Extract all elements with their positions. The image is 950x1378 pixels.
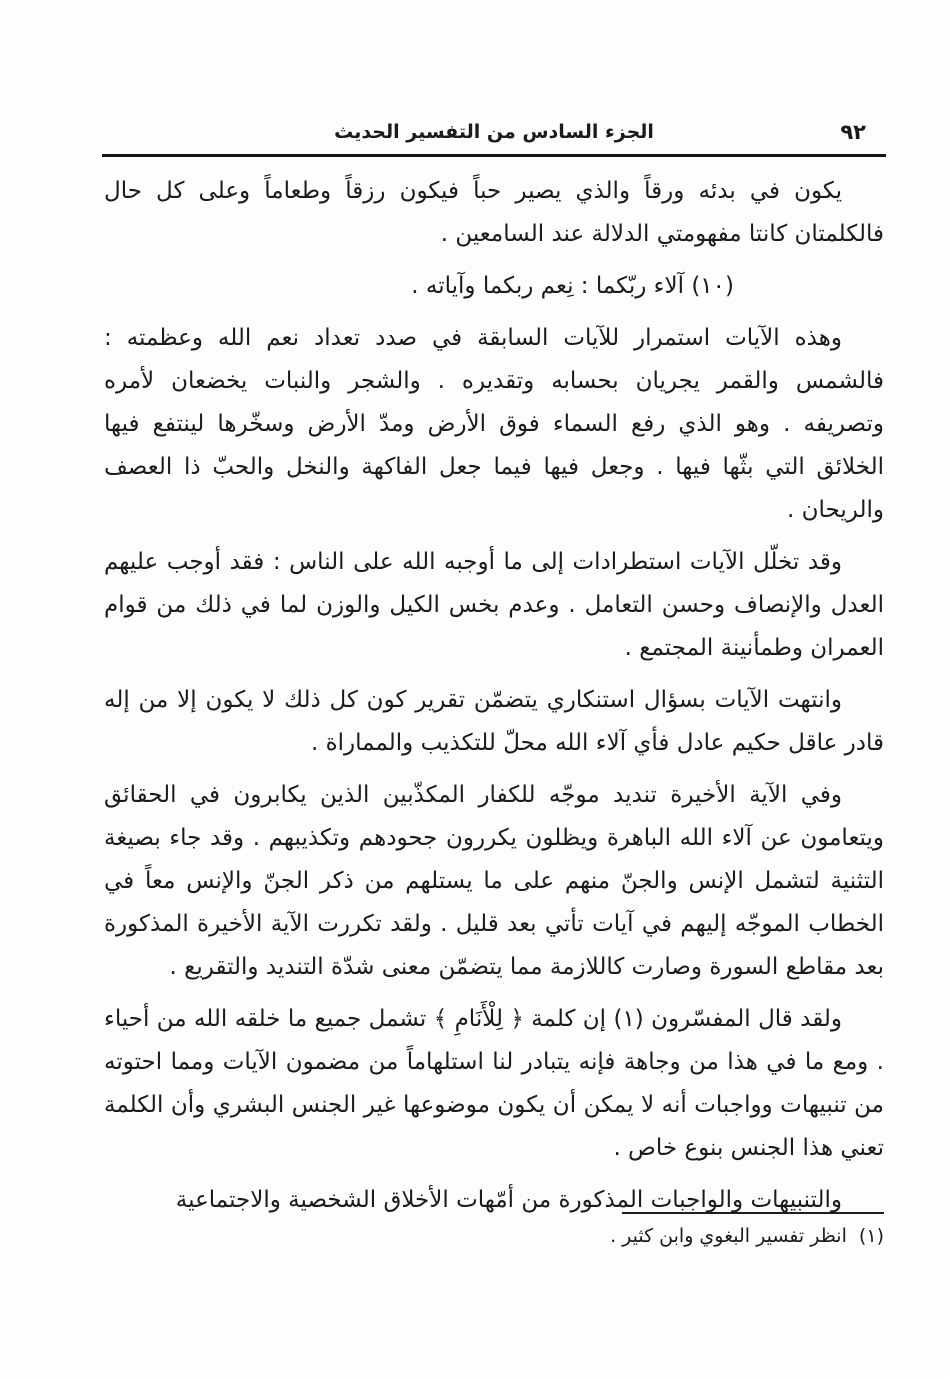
paragraph: ولقد قال المفسّرون (١) إن كلمة ﴿ لِلْأَنَامِ ﴾ تشمل جميع ما خلقه الله من أحياء . ومع ما في هذا من وجاهة فإنه يتبادر لنا استلهاماً من مضمون الآيات ومما احتوته من تنبيهات وواجبات أنه لا يمكن أن يكون موضوعها غير الجنس البشري وأن الكلمة تعني هذا الجنس بنوع خاص . <box>104 1006 884 1161</box>
paragraph: وقد تخلّل الآيات استطرادات إلى ما أوجبه الله على الناس : فقد أوجب عليهم العدل والإنصاف وحسن التعامل . وعدم بخس الكيل والوزن لما في ذلك من قوام العمران وطمأنينة المجتمع . <box>104 549 884 661</box>
footnote-divider <box>622 1212 884 1214</box>
page-body <box>104 170 884 1231</box>
verse-gloss-line: (١٠) آلاء ربّكما : نِعم ربكما وآياته . <box>411 273 734 299</box>
paragraph: وانتهت الآيات بسؤال استنكاري يتضمّن تقرير كون كل ذلك لا يكون إلا من إله قادر عاقل حكيم عادل فأي آلاء الله محلّ للتكذيب والمماراة . <box>104 687 884 756</box>
paragraph: وهذه الآيات استمرار للآيات السابقة في صدد تعداد نعم الله وعظمته : فالشمس والقمر يجريان بحسابه وتقديره . والشجر والنبات يخضعان لأمره وتصريفه . وهو الذي رفع السماء فوق الأرض ومدّ الأرض وسخّرها لينتفع فيها الخلائق التي بثّها فيها . وجعل فيها فيما جعل الفاكهة والنخل والحبّ ذا العصف والريحان . <box>104 325 884 523</box>
page-header <box>104 116 884 152</box>
footnote-text: (١) انظر تفسير البغوي وابن كثير . <box>610 1225 884 1247</box>
header-divider <box>102 154 886 157</box>
paragraph: والتنبيهات والواجبات المذكورة من أمّهات الأخلاق الشخصية والاجتماعية <box>175 1187 842 1213</box>
paragraph: وفي الآية الأخيرة تنديد موجّه للكفار المكذّبين الذين يكابرون في الحقائق ويتعامون عن آلاء الله الباهرة ويظلون يكررون جحودهم وتكذيبهم . وقد جاء بصيغة التثنية لتشمل الإنس والجنّ منهم على ما يستلهم من ذكر الجنّ والإنس معاً في الخطاب الموجّه إليهم في آيات تأتي بعد قليل . ولقد تكررت الآية الأخيرة المذكورة بعد مقاطع السورة وصارت كاللازمة مما يتضمّن معنى شدّة التنديد والتقريع . <box>104 782 884 980</box>
paragraph: يكون في بدئه ورقاً والذي يصير حباً فيكون رزقاً وطعاماً وعلى كل حال فالكلمتان كانتا مفهومتي الدلالة عند السامعين . <box>104 178 884 247</box>
running-head-title: الجزء السادس من التفسير الحديث <box>334 121 654 143</box>
footnote-area <box>104 1212 884 1251</box>
page-number: ٩٢ <box>840 120 866 144</box>
